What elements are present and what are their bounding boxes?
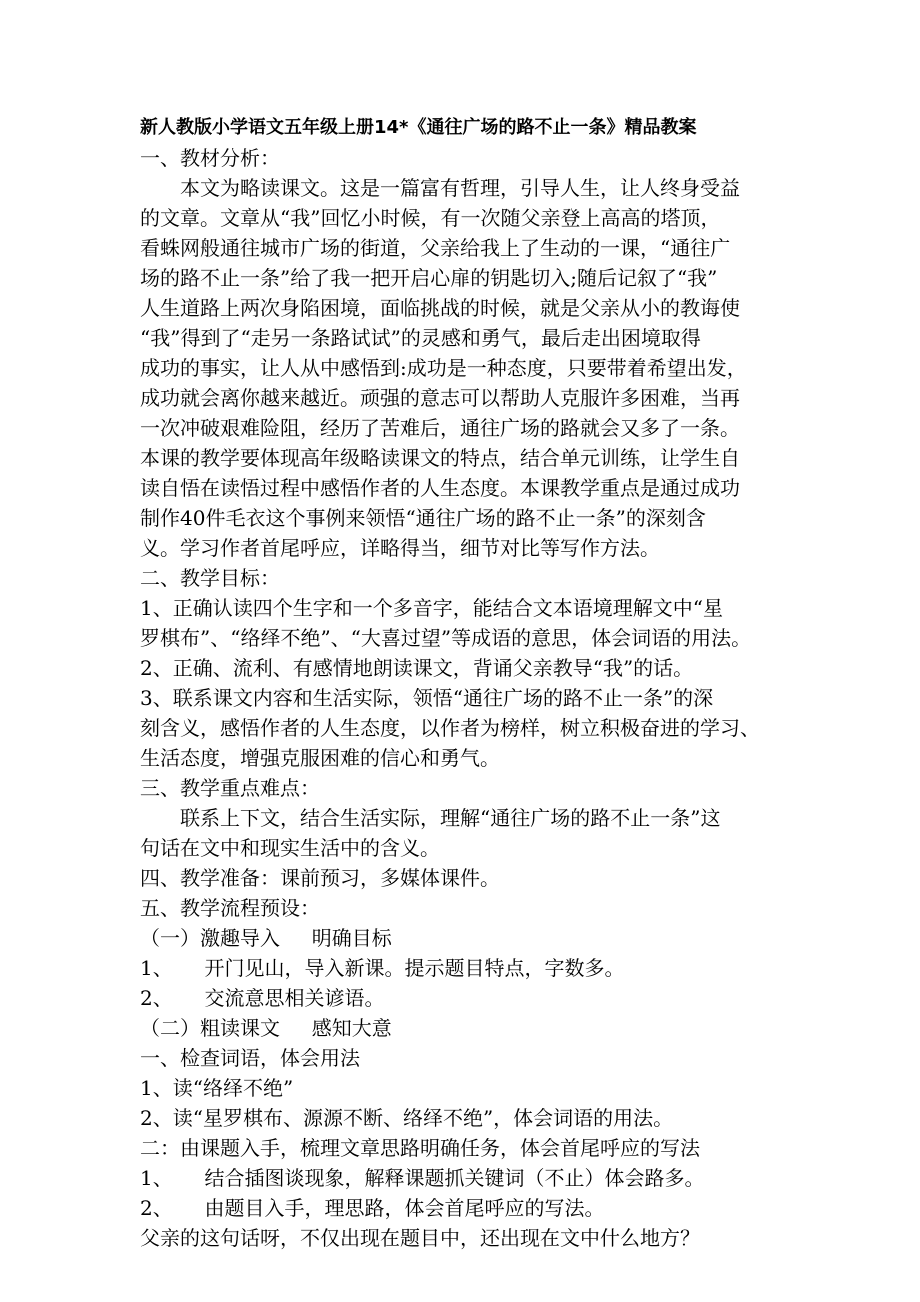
process-line: 2、读“星罗棋布、源源不断、络绎不绝”，体会词语的用法。	[140, 1106, 674, 1130]
section-heading: 三、教学重点难点：	[140, 776, 320, 800]
teaching-goals	[140, 593, 788, 773]
material-analysis-paragraph	[140, 173, 788, 563]
paragraph-line: 制作40件毛衣这个事例来领悟“通往广场的路不止一条”的深刻含	[140, 506, 706, 530]
process-line: 2、 由题目入手，理思路，体会首尾呼应的写法。	[140, 1196, 605, 1220]
section-heading: 一、教材分析：	[140, 146, 280, 170]
goal-line: 刻含义，感悟作者的人生态度，以作者为榜样，树立积极奋进的学习、	[140, 716, 760, 740]
paragraph-line: 联系上下文，结合生活实际，理解“通往广场的路不止一条”这	[180, 806, 721, 830]
paragraph-line: “我”得到了“走另一条路试试”的灵感和勇气，最后走出困境取得	[140, 326, 701, 350]
paragraph-line: 成功的事实，让人从中感悟到:成功是一种态度，只要带着希望出发，	[140, 356, 747, 380]
goal-line: 生活态度，增强克服困难的信心和勇气。	[140, 746, 500, 770]
document-body	[140, 113, 788, 1253]
paragraph-line: 场的路不止一条”给了我一把开启心扉的钥匙切入;随后记叙了“我”	[140, 266, 718, 290]
process-line: 二：由课题入手，梳理文章思路明确任务，体会首尾呼应的写法	[140, 1136, 700, 1160]
paragraph-line: 的文章。文章从“我”回忆小时候，有一次随父亲登上高高的塔顶，	[140, 206, 721, 230]
paragraph-line: 读自悟在读悟过程中感悟作者的人生态度。本课教学重点是通过成功	[140, 476, 740, 500]
paragraph-line: 本文为略读课文。这是一篇富有哲理，引导人生，让人终身受益	[180, 176, 740, 200]
key-points-paragraph	[140, 803, 788, 863]
goal-line: 3、联系课文内容和生活实际，领悟“通往广场的路不止一条”的深	[140, 686, 714, 710]
paragraph-line: 看蛛网般通往城市广场的街道，父亲给我上了生动的一课，“通往广	[140, 236, 731, 260]
process-line: 一、检查词语，体会用法	[140, 1046, 360, 1070]
section-heading: 二、教学目标：	[140, 566, 280, 590]
process-line: （一）激趣导入 明确目标	[140, 926, 392, 950]
document-title: 新人教版小学语文五年级上册14*《通往广场的路不止一条》精品教案	[140, 117, 697, 138]
section-heading: 五、教学流程预设：	[140, 896, 320, 920]
goal-line: 罗棋布”、“络绎不绝”、“大喜过望”等成语的意思，体会词语的用法。	[140, 626, 752, 650]
paragraph-line: 义。学习作者首尾呼应，详略得当，细节对比等写作方法。	[140, 536, 660, 560]
paragraph-line: 一次冲破艰难险阻，经历了苦难后，通往广场的路就会又多了一条。	[140, 416, 740, 440]
process-line: 2、 交流意思相关谚语。	[140, 986, 385, 1010]
process-line: （二）粗读课文 感知大意	[140, 1016, 392, 1040]
process-line: 父亲的这句话呀，不仅出现在题目中，还出现在文中什么地方？	[140, 1226, 700, 1250]
paragraph-line: 句话在文中和现实生活中的含义。	[140, 836, 440, 860]
goal-line: 1、正确认读四个生字和一个多音字，能结合文本语境理解文中“星	[140, 596, 723, 620]
process-line: 1、 开门见山，导入新课。提示题目特点，字数多。	[140, 956, 625, 980]
process-line: 1、读“络绎不绝”	[140, 1076, 294, 1100]
paragraph-line: 本课的教学要体现高年级略读课文的特点，结合单元训练，让学生自	[140, 446, 740, 470]
teaching-process	[140, 923, 788, 1253]
process-line: 1、 结合插图谈现象，解释课题抓关键词（不止）体会路多。	[140, 1166, 705, 1190]
teaching-preparation: 四、教学准备：课前预习，多媒体课件。	[140, 866, 500, 890]
paragraph-line: 成功就会离你越来越近。顽强的意志可以帮助人克服许多困难，当再	[140, 386, 740, 410]
paragraph-line: 人生道路上两次身陷困境，面临挑战的时候，就是父亲从小的教诲使	[140, 296, 740, 320]
goal-line: 2、正确、流利、有感情地朗读课文，背诵父亲教导“我”的话。	[140, 656, 694, 680]
